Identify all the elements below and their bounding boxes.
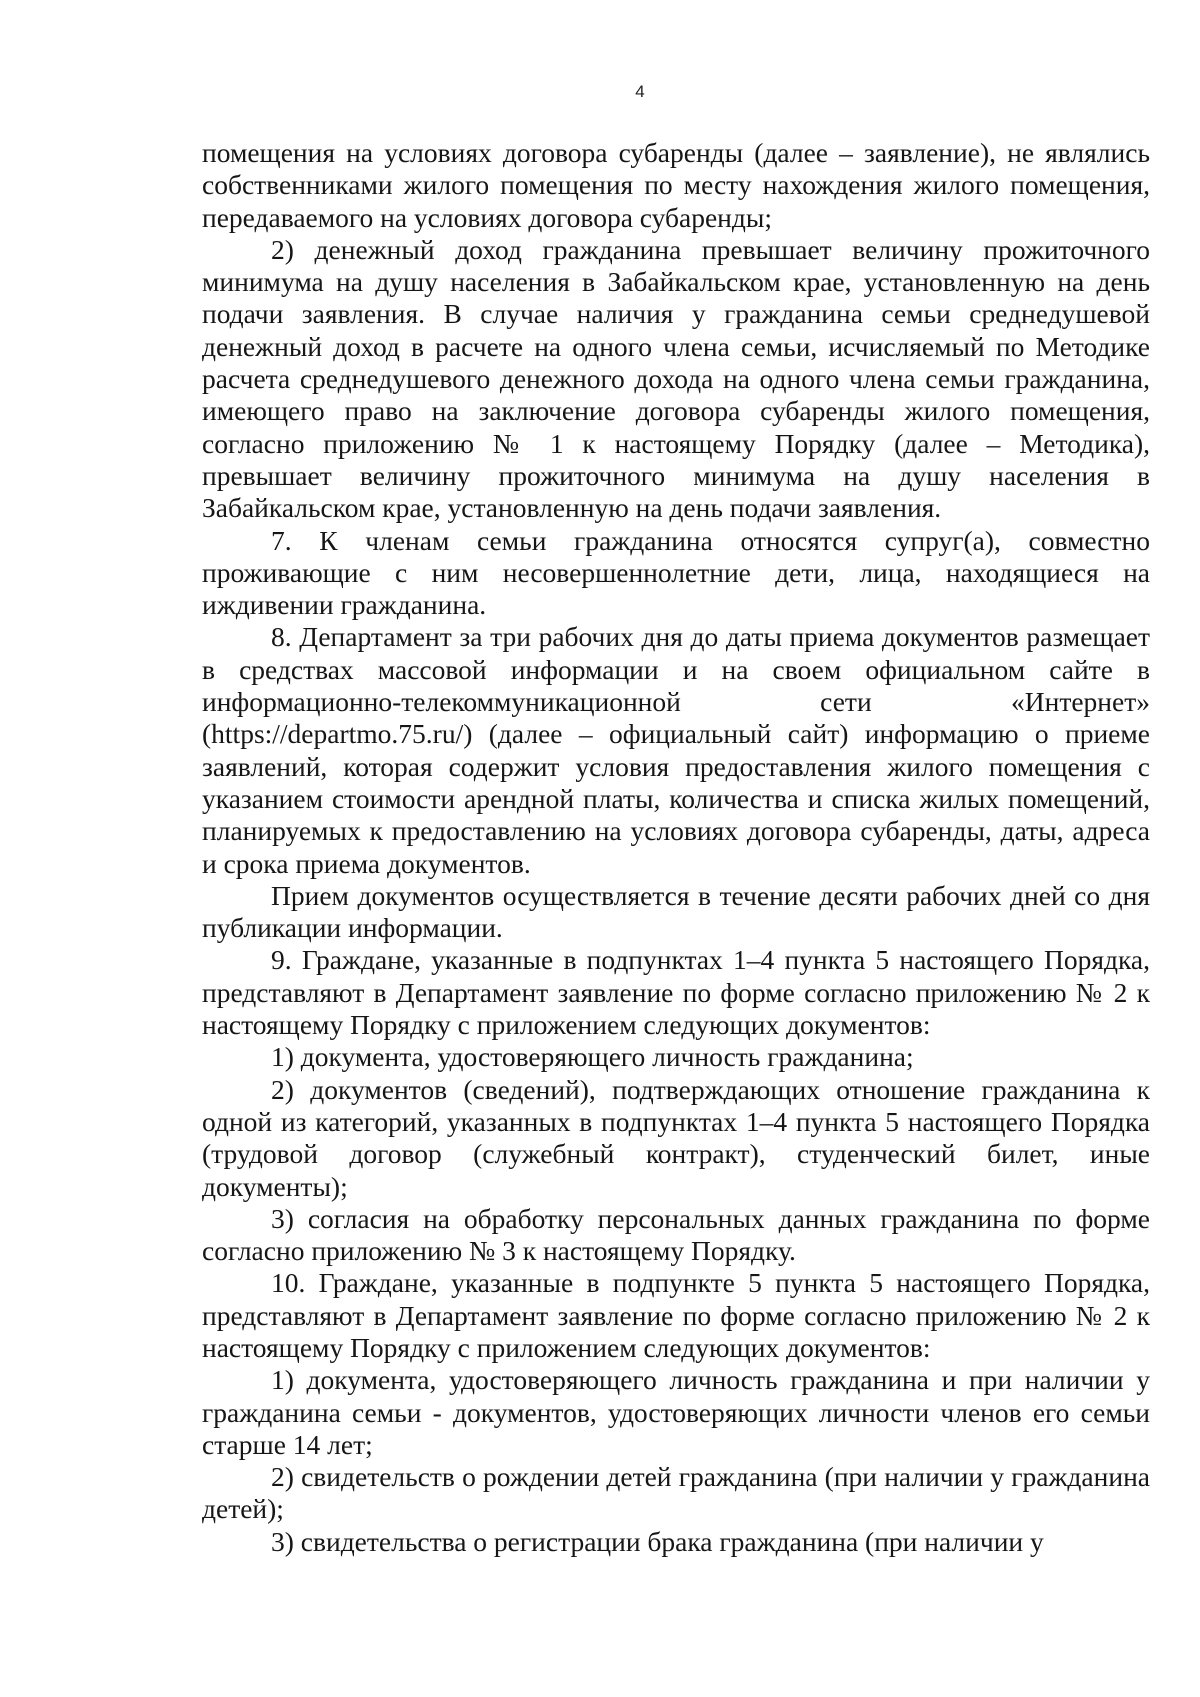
paragraph-item-10-sub-2: 2) свидетельств о рождении детей гражданина (при наличии у гражданина детей);: [202, 1461, 1150, 1525]
paragraph-item-9: 9. Граждане, указанные в подпунктах 1–4 пункта 5 настоящего Порядка, представляют в Департамент заявление по форме согласно приложению № 2 к настоящему Порядку с приложением следующих документов:: [202, 944, 1150, 1041]
document-body: [202, 137, 1150, 1558]
paragraph-item-9-sub-2: 2) документов (сведений), подтверждающих отношение гражданина к одной из категорий, указанных в подпунктах 1–4 пункта 5 настоящего Порядка (трудовой договор (служебный контракт), студенческий билет, иные документы);: [202, 1073, 1150, 1202]
paragraph-item-7: 7. К членам семьи гражданина относятся супруг(а), совместно проживающие с ним несовершеннолетние дети, лица, находящиеся на иждивении гражданина.: [202, 524, 1150, 621]
paragraph-item-10: 10. Граждане, указанные в подпункте 5 пункта 5 настоящего Порядка, представляют в Департамент заявление по форме согласно приложению № 2 к настоящему Порядку с приложением следующих документов:: [202, 1267, 1150, 1363]
paragraph-item-9-sub-1: 1) документа, удостоверяющего личность гражданина;: [271, 1041, 914, 1073]
paragraph-item-8: 8. Департамент за три рабочих дня до даты приема документов размещает в средствах массовой информации и на своем официальном сайте в информационно-телекоммуникационной сети «Интернет» (https://departmo.75.ru/) (далее – официальный сайт) информацию о приеме заявлений, которая содержит условия предоставления жилого помещения с указанием стоимости арендной платы, количества и списка жилых помещений, планируемых к предоставлению на условиях договора субаренды, даты, адреса и срока приема документов.: [202, 621, 1150, 879]
paragraph-item-10-sub-3: 3) свидетельства о регистрации брака гражданина (при наличии у: [271, 1525, 1044, 1557]
paragraph-continuation: помещения на условиях договора субаренды (далее – заявление), не являлись собственниками жилого помещения по месту нахождения жилого помещения, передаваемого на условиях договора субаренды;: [202, 137, 1150, 233]
paragraph-item-10-sub-1: 1) документа, удостоверяющего личность гражданина и при наличии у гражданина семьи - документов, удостоверяющих личности членов его семьи старше 14 лет;: [202, 1364, 1150, 1460]
page-number: 4: [635, 82, 645, 101]
paragraph-subitem-2-income: 2) денежный доход гражданина превышает величину прожиточного минимума на душу населения в Забайкальском крае, установленную на день подачи заявления. В случае наличия у гражданина семьи среднедушевой денежный доход в расчете на одного члена семьи, исчисляемый по Методике расчета среднедушевого денежного дохода на одного члена семьи гражданина, имеющего право на заключение договора субаренды жилого помещения, согласно приложению № 1 к настоящему Порядку (далее – Методика), превышает величину прожиточного минимума на душу населения в Забайкальском крае, установленную на день подачи заявления.: [202, 233, 1150, 524]
paragraph-item-9-sub-3: 3) согласия на обработку персональных данных гражданина по форме согласно приложению № 3 к настоящему Порядку.: [202, 1202, 1150, 1267]
paragraph-document-acceptance: Прием документов осуществляется в течение десяти рабочих дней со дня публикации информации.: [202, 879, 1150, 944]
